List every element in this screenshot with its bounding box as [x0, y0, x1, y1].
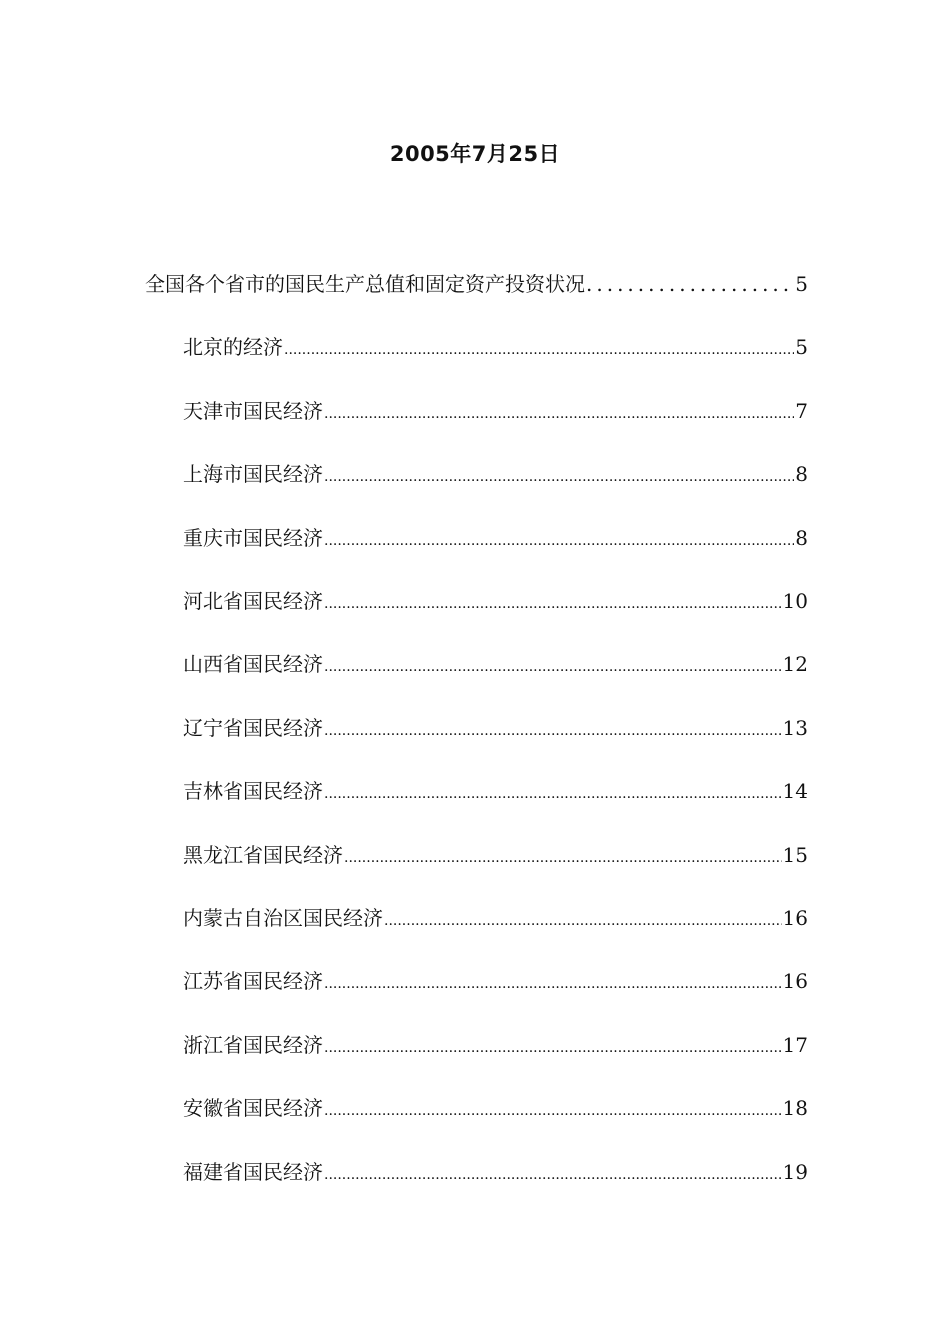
toc-entry-page: 16 [782, 906, 808, 930]
toc-entry-page: 13 [782, 716, 808, 740]
toc-dot-leader [384, 905, 782, 937]
toc-entry-page: 5 [795, 335, 808, 359]
toc-dot-leader [324, 525, 794, 557]
toc-dot-leader [324, 1032, 782, 1064]
toc-entry-title: 内蒙古自治区国民经济 [183, 906, 383, 930]
toc-dot-leader [324, 1159, 782, 1191]
toc-dot-leader [324, 968, 782, 1000]
toc-dot-leader [324, 778, 782, 810]
toc-entry-title: 天津市国民经济 [183, 399, 323, 423]
toc-entry-page: 8 [795, 462, 808, 486]
toc-entry[interactable] [183, 648, 808, 680]
document-date: 2005年7月25日 [389, 142, 561, 166]
toc-entry-title: 江苏省国民经济 [183, 969, 323, 993]
toc-entry-page: 16 [782, 969, 808, 993]
toc-entry[interactable] [183, 902, 808, 934]
toc-entry-page: 14 [782, 779, 808, 803]
toc-entry[interactable] [183, 331, 808, 363]
toc-entry-page: 12 [782, 652, 808, 676]
toc-dot-leader [324, 651, 782, 683]
toc-entry-title: 北京的经济 [183, 335, 283, 359]
toc-entry[interactable] [183, 458, 808, 490]
toc-entry-title: 河北省国民经济 [183, 589, 323, 613]
toc-entry-title: 安徽省国民经济 [183, 1096, 323, 1120]
toc-entry-main[interactable] [145, 268, 808, 300]
toc-entry[interactable] [183, 522, 808, 554]
toc-dot-leader [324, 1095, 782, 1127]
toc-entry[interactable] [183, 395, 808, 427]
toc-entry-page: 18 [782, 1096, 808, 1120]
toc-entry[interactable] [183, 965, 808, 997]
toc-entry-page: 17 [782, 1033, 808, 1057]
toc-entry-title: 重庆市国民经济 [183, 526, 323, 550]
toc-entry-page: 15 [782, 843, 808, 867]
toc-dot-leader [324, 588, 782, 620]
toc-entry-page: 19 [782, 1160, 808, 1184]
toc-entry-title: 山西省国民经济 [183, 652, 323, 676]
toc-dot-leader [324, 461, 794, 493]
toc-entry[interactable] [183, 839, 808, 871]
toc-entry-title: 上海市国民经济 [183, 462, 323, 486]
toc-entry-page: 10 [782, 589, 808, 613]
toc-entry[interactable] [183, 712, 808, 744]
toc-entry-title: 黑龙江省国民经济 [183, 843, 343, 867]
toc-entry-page: 7 [795, 399, 808, 423]
toc-dot-leader [284, 334, 794, 366]
toc-dot-leader [344, 842, 782, 874]
toc-entry-page: 8 [795, 526, 808, 550]
toc-entry-title: 全国各个省市的国民生产总值和固定资产投资状况 [145, 272, 585, 296]
toc-dot-leader [324, 715, 782, 747]
toc-entry-title: 辽宁省国民经济 [183, 716, 323, 740]
toc-entry[interactable] [183, 1156, 808, 1188]
toc-entry-title: 吉林省国民经济 [183, 779, 323, 803]
toc-dot-leader [324, 398, 794, 430]
toc-entry[interactable] [183, 775, 808, 807]
toc-dot-leader [586, 268, 794, 300]
toc-entry-title: 浙江省国民经济 [183, 1033, 323, 1057]
toc-entry[interactable] [183, 1029, 808, 1061]
toc-entry-page: 5 [795, 272, 808, 296]
toc-entry[interactable] [183, 1092, 808, 1124]
toc-entry[interactable] [183, 585, 808, 617]
toc-entry-title: 福建省国民经济 [183, 1160, 323, 1184]
